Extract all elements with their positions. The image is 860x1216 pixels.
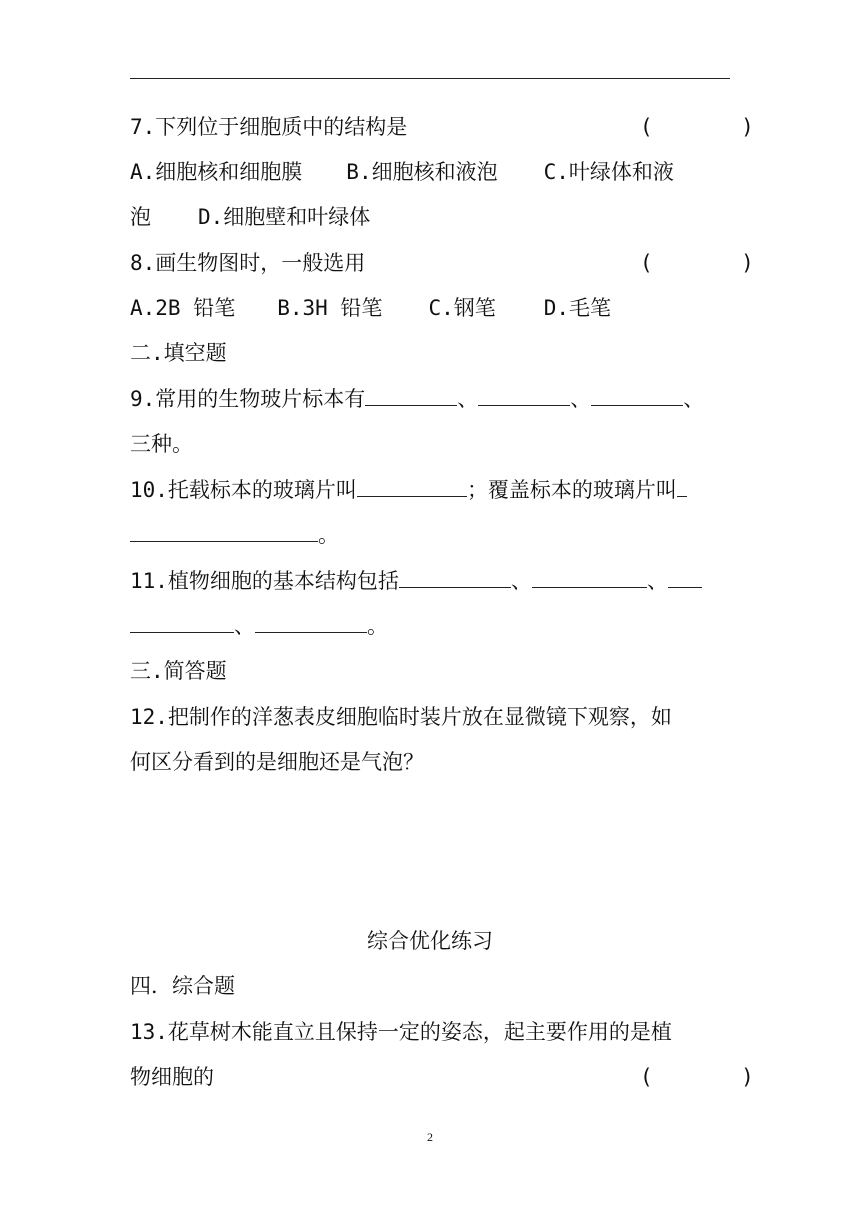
header-rule	[130, 78, 730, 79]
option-8c: C.钢笔	[428, 296, 496, 320]
option-7c: C.叶绿体和液	[543, 160, 674, 184]
question-12-line2: 何区分看到的是细胞还是气泡？	[130, 750, 424, 774]
option-8b: B.3H 铅笔	[277, 296, 383, 320]
answer-blank[interactable]	[591, 385, 683, 406]
question-7-stem: 7.下列位于细胞质中的结构是	[130, 115, 408, 139]
page-number: 2	[427, 1130, 433, 1144]
question-8-options	[130, 294, 730, 322]
answer-blank[interactable]	[532, 567, 647, 588]
question-7-options-row2	[130, 203, 730, 231]
question-13-line2: 物细胞的	[130, 1065, 214, 1089]
answer-blank[interactable]	[399, 567, 511, 588]
section-fill-in-heading: 二.填空题	[130, 341, 227, 365]
answer-blank[interactable]	[130, 612, 234, 633]
section-short-answer-heading: 三.简答题	[130, 659, 227, 683]
option-7a: A.细胞核和细胞膜	[130, 160, 303, 184]
answer-blank[interactable]	[478, 385, 570, 406]
section-comprehensive-heading: 四．综合题	[130, 974, 235, 998]
answer-blank[interactable]	[365, 385, 457, 406]
answer-blank[interactable]	[130, 521, 318, 542]
answer-blank[interactable]	[677, 476, 687, 497]
answer-blank[interactable]	[357, 476, 467, 497]
option-8d: D.毛笔	[543, 296, 612, 320]
option-7b: B.细胞核和液泡	[346, 160, 498, 184]
answer-blank[interactable]	[668, 567, 702, 588]
answer-parentheses-q13: ( )	[640, 1065, 754, 1089]
practice-title: 综合优化练习	[367, 929, 493, 953]
question-10-continued: 。	[130, 521, 730, 549]
option-7c-continued: 泡	[130, 205, 151, 229]
question-13-line1: 13.花草树木能直立且保持一定的姿态，起主要作用的是植	[130, 1020, 672, 1044]
answer-parentheses-q7: ( )	[640, 115, 754, 139]
option-7d: D.细胞壁和叶绿体	[198, 205, 371, 229]
answer-parentheses-q8: ( )	[640, 251, 754, 275]
question-12-line1: 12.把制作的洋葱表皮细胞临时装片放在显微镜下观察，如	[130, 705, 672, 729]
question-11-continued: 、 。	[130, 612, 730, 640]
question-7-options-row1	[130, 158, 730, 186]
question-9: 9.常用的生物玻片标本有 、 、 、	[130, 387, 705, 411]
question-11: 11.植物细胞的基本结构包括 、 、	[130, 567, 730, 595]
answer-blank[interactable]	[255, 612, 367, 633]
question-8-stem: 8.画生物图时，一般选用	[130, 251, 366, 275]
option-8a: A.2B 铅笔	[130, 296, 236, 320]
question-10: 10.托载标本的玻璃片叫 ；覆盖标本的玻璃片叫	[130, 476, 730, 504]
question-9-continued: 三种。	[130, 432, 193, 456]
